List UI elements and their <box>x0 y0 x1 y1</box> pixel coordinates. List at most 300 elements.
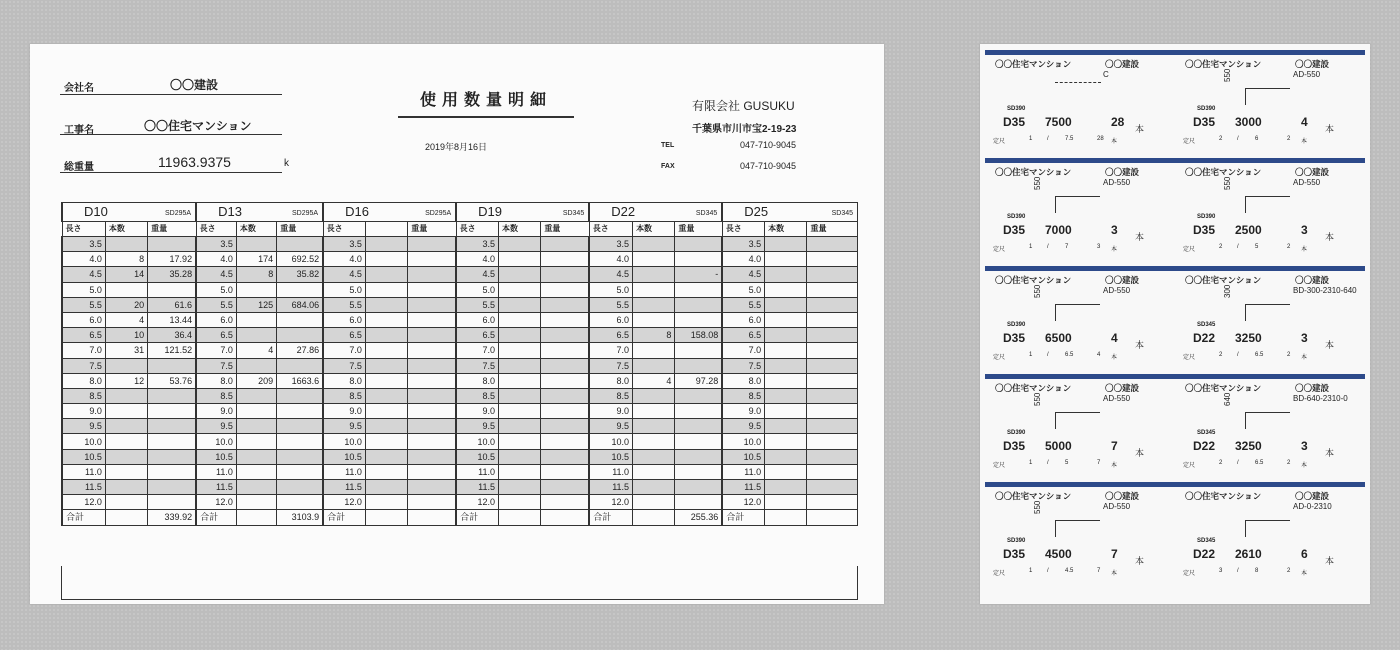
tag-fixed-text: 6.5 <box>1255 460 1264 466</box>
tag-fixed-text: / <box>1237 244 1239 250</box>
table-row <box>62 328 858 343</box>
weight-cell <box>277 388 323 403</box>
count-cell <box>765 328 807 343</box>
bar-size: D13 <box>218 204 242 219</box>
weight-cell <box>541 282 589 297</box>
tag-contractor: 〇〇建設 <box>1295 383 1330 393</box>
weight-cell <box>807 434 858 449</box>
length-cell: 4.0 <box>196 252 236 267</box>
weight-cell <box>148 237 196 252</box>
weight-cell <box>148 388 196 403</box>
length-cell: 8.0 <box>589 373 632 388</box>
length-cell: 12.0 <box>196 495 236 510</box>
weight-cell <box>675 252 722 267</box>
length-cell: 5.0 <box>589 282 632 297</box>
count-cell <box>633 358 675 373</box>
table-row <box>62 404 858 419</box>
count-cell <box>765 449 807 464</box>
tag-fixed-text: 28 <box>1097 136 1104 142</box>
count-cell <box>105 495 147 510</box>
total-weight <box>541 510 589 525</box>
length-cell: 10.5 <box>722 449 764 464</box>
count-cell <box>365 267 407 282</box>
weight-cell <box>807 252 858 267</box>
col-length-header: 長さ <box>589 222 632 237</box>
count-cell <box>236 328 276 343</box>
total-label: 合計 <box>323 510 365 525</box>
weight-cell <box>408 495 456 510</box>
tag-fixed-text: 6 <box>1255 136 1259 142</box>
tag-fixed-text: 定尺 <box>1183 139 1196 145</box>
weight-cell <box>541 449 589 464</box>
total-label: 合計 <box>196 510 236 525</box>
length-cell: 6.5 <box>456 328 498 343</box>
tag-fixed-text: 定尺 <box>993 247 1006 253</box>
tag-quantity: 4 <box>1301 115 1308 129</box>
table-row <box>62 419 858 434</box>
rebar-tag <box>1175 274 1363 370</box>
count-cell <box>498 237 540 252</box>
tag-diameter: D22 <box>1193 331 1216 345</box>
tag-fixed-text: 2 <box>1219 460 1223 466</box>
tag-project: 〇〇住宅マンション <box>1185 59 1262 69</box>
tag-fixed-text: 5 <box>1065 460 1069 466</box>
tag-length: 3000 <box>1235 115 1262 129</box>
tag-dimension: 640 <box>1223 392 1232 406</box>
weight-cell <box>541 343 589 358</box>
length-cell: 4.0 <box>62 252 105 267</box>
tag-fixed-text: 7.5 <box>1065 136 1074 142</box>
tag-grade: SD345 <box>1197 538 1216 544</box>
length-cell: 11.5 <box>589 480 632 495</box>
bar-size: D22 <box>611 204 636 219</box>
tag-fixed-text: 本 <box>1301 571 1308 577</box>
count-cell <box>105 449 147 464</box>
tag-grade: SD390 <box>1197 106 1216 112</box>
weight-cell <box>541 480 589 495</box>
length-cell: 8.0 <box>323 373 365 388</box>
tag-fixed-text: 2 <box>1287 244 1291 250</box>
length-cell: 9.5 <box>196 419 236 434</box>
length-cell: 4.5 <box>589 267 632 282</box>
total-label: 合計 <box>722 510 764 525</box>
tag-fixed-text: 6.5 <box>1255 352 1264 358</box>
vendor-name: 有限会社 GUSUKU <box>692 99 795 113</box>
length-cell: 10.0 <box>62 434 105 449</box>
bar-size: D16 <box>345 204 369 219</box>
rebar-quantity-table <box>61 202 858 526</box>
bend-shape <box>1245 196 1290 213</box>
tag-fixed-text: / <box>1237 568 1239 574</box>
tag-unit: 本 <box>1135 232 1145 242</box>
count-cell <box>633 388 675 403</box>
length-cell: 6.5 <box>62 328 105 343</box>
fax-value: 047-710-9045 <box>740 161 797 171</box>
tag-dimension: 550 <box>1033 392 1042 406</box>
tag-length: 4500 <box>1045 547 1072 561</box>
tag-unit: 本 <box>1325 448 1335 458</box>
weight-cell: 97.28 <box>675 373 722 388</box>
tag-quantity: 6 <box>1301 547 1308 561</box>
weight-cell <box>408 343 456 358</box>
bar-size: D19 <box>478 204 503 219</box>
length-cell: 5.0 <box>323 282 365 297</box>
length-cell: 11.0 <box>196 464 236 479</box>
weight-cell: 35.28 <box>148 267 196 282</box>
count-cell <box>105 388 147 403</box>
weight-cell <box>408 297 456 312</box>
rebar-tag <box>985 166 1173 262</box>
tag-project: 〇〇住宅マンション <box>995 491 1072 501</box>
tag-grade: SD390 <box>1007 538 1026 544</box>
tag-fixed-text: 1 <box>1029 460 1033 466</box>
length-cell: 12.0 <box>323 495 365 510</box>
total-weight <box>807 510 858 525</box>
tag-fixed-text: 定尺 <box>993 463 1006 469</box>
length-cell: 9.5 <box>456 419 498 434</box>
count-cell <box>236 495 276 510</box>
tag-fixed-text: 定尺 <box>993 139 1006 145</box>
length-cell: 5.0 <box>196 282 236 297</box>
tag-dimension: 550 <box>1033 176 1042 190</box>
bend-shape <box>1245 304 1290 321</box>
steel-grade: SD345 <box>831 210 853 217</box>
weight-cell <box>807 297 858 312</box>
length-cell: 7.5 <box>722 358 764 373</box>
tag-shape-code: AD-550 <box>1293 178 1321 187</box>
count-cell <box>105 464 147 479</box>
tag-fixed-text: / <box>1047 460 1049 466</box>
tag-row <box>985 50 1365 155</box>
tag-length: 5000 <box>1045 439 1072 453</box>
col-length-header: 長さ <box>456 222 498 237</box>
weight-cell <box>807 373 858 388</box>
tag-project: 〇〇住宅マンション <box>995 59 1072 69</box>
steel-grade: SD345 <box>562 210 585 217</box>
col-count-header: 本数 <box>498 222 540 237</box>
count-cell <box>236 388 276 403</box>
weight-cell: 13.44 <box>148 312 196 327</box>
count-cell <box>498 480 540 495</box>
total-weight-label: 総重量 <box>64 162 94 173</box>
weight-cell <box>148 404 196 419</box>
total-weight: 3103.9 <box>277 510 323 525</box>
count-cell <box>633 312 675 327</box>
weight-cell <box>408 312 456 327</box>
tag-dimension: 550 <box>1223 68 1232 82</box>
count-cell: 4 <box>633 373 675 388</box>
weight-cell <box>408 388 456 403</box>
tag-shape-code: BD-300-2310-640 <box>1293 286 1357 295</box>
weight-cell <box>148 464 196 479</box>
tag-grade: SD345 <box>1197 322 1216 328</box>
length-cell: 7.0 <box>62 343 105 358</box>
total-weight: 255.36 <box>675 510 722 525</box>
length-cell: 8.0 <box>456 373 498 388</box>
length-cell: 8.5 <box>323 388 365 403</box>
tag-dimension: 550 <box>1033 500 1042 514</box>
length-cell: 8.0 <box>196 373 236 388</box>
tag-fixed-text: / <box>1237 352 1239 358</box>
project-label: 工事名 <box>64 125 94 136</box>
blue-band <box>985 50 1365 55</box>
weight-cell <box>675 434 722 449</box>
tag-unit: 本 <box>1325 232 1335 242</box>
tag-fixed-text: 7 <box>1065 244 1069 250</box>
tag-shape-code: AD-550 <box>1103 502 1131 511</box>
count-cell <box>365 419 407 434</box>
tag-length: 3250 <box>1235 439 1262 453</box>
count-cell <box>498 312 540 327</box>
count-cell <box>105 419 147 434</box>
col-length-header: 長さ <box>196 222 236 237</box>
bend-shape <box>1055 412 1100 429</box>
count-cell <box>765 480 807 495</box>
length-cell: 9.0 <box>456 404 498 419</box>
bend-shape <box>1055 520 1100 537</box>
weight-cell <box>277 464 323 479</box>
length-cell: 4.5 <box>456 267 498 282</box>
count-cell <box>365 404 407 419</box>
weight-cell <box>277 312 323 327</box>
tag-diameter: D35 <box>1003 331 1026 345</box>
length-cell: 4.0 <box>589 252 632 267</box>
total-count <box>498 510 540 525</box>
count-cell <box>498 358 540 373</box>
project-underline <box>60 134 282 135</box>
table-row <box>62 267 858 282</box>
bend-shape <box>1055 80 1101 83</box>
tag-shape-code: AD-550 <box>1103 178 1131 187</box>
count-cell: 14 <box>105 267 147 282</box>
weight-cell <box>675 297 722 312</box>
weight-cell <box>541 434 589 449</box>
tag-fixed-text: 2 <box>1219 244 1223 250</box>
count-cell <box>105 282 147 297</box>
weight-cell <box>408 252 456 267</box>
weight-cell <box>541 328 589 343</box>
weight-cell <box>148 282 196 297</box>
count-cell <box>365 434 407 449</box>
tag-quantity: 3 <box>1301 439 1308 453</box>
weight-cell <box>807 480 858 495</box>
table-row <box>62 358 858 373</box>
length-cell: 8.5 <box>62 388 105 403</box>
weight-cell <box>408 358 456 373</box>
bend-shape <box>1245 88 1290 105</box>
weight-cell <box>408 237 456 252</box>
table-row <box>62 297 858 312</box>
weight-cell <box>675 419 722 434</box>
tag-diameter: D35 <box>1193 223 1216 237</box>
section-header <box>456 203 589 222</box>
tag-fixed-text: 本 <box>1301 463 1308 469</box>
length-cell: 6.5 <box>722 328 764 343</box>
tag-length: 2500 <box>1235 223 1262 237</box>
length-cell: 11.5 <box>722 480 764 495</box>
rebar-tag <box>985 58 1173 154</box>
bar-size: D10 <box>84 204 108 219</box>
weight-cell <box>277 449 323 464</box>
tag-grade: SD390 <box>1007 106 1026 112</box>
tag-fixed-text: 定尺 <box>1183 463 1196 469</box>
length-cell: 9.5 <box>323 419 365 434</box>
total-label: 合計 <box>456 510 498 525</box>
weight-cell <box>541 464 589 479</box>
section-header <box>589 203 722 222</box>
weight-cell <box>807 388 858 403</box>
fax-label: FAX <box>661 163 675 170</box>
weight-cell: 35.82 <box>277 267 323 282</box>
length-cell: 6.0 <box>196 312 236 327</box>
tag-fixed-text: 2 <box>1287 136 1291 142</box>
bend-shape <box>1055 196 1100 213</box>
count-cell <box>105 480 147 495</box>
length-cell: 12.0 <box>722 495 764 510</box>
col-length-header: 長さ <box>323 222 365 237</box>
weight-cell <box>148 358 196 373</box>
weight-cell <box>148 495 196 510</box>
tag-fixed-text: 2 <box>1287 460 1291 466</box>
tag-project: 〇〇住宅マンション <box>995 167 1072 177</box>
tag-quantity: 28 <box>1111 115 1125 129</box>
company-underline <box>60 94 282 95</box>
tag-fixed-text: / <box>1237 460 1239 466</box>
tag-fixed-text: 1 <box>1029 136 1033 142</box>
tag-grade: SD390 <box>1007 322 1026 328</box>
tag-unit: 本 <box>1325 340 1335 350</box>
tag-fixed-text: 定尺 <box>1183 355 1196 361</box>
weight-cell: 692.52 <box>277 252 323 267</box>
rebar-tag <box>1175 490 1363 586</box>
count-cell <box>498 388 540 403</box>
tag-fixed-text: 定尺 <box>1183 247 1196 253</box>
total-count <box>105 510 147 525</box>
tag-dimension: 550 <box>1033 284 1042 298</box>
tag-project: 〇〇住宅マンション <box>995 275 1072 285</box>
count-cell <box>236 358 276 373</box>
table-row <box>62 449 858 464</box>
length-cell: 10.0 <box>323 434 365 449</box>
tel-label: TEL <box>661 142 675 149</box>
weight-cell <box>807 267 858 282</box>
blue-band <box>985 158 1365 163</box>
tag-diameter: D35 <box>1003 547 1026 561</box>
count-cell: 8 <box>633 328 675 343</box>
tag-fixed-text: 1 <box>1029 568 1033 574</box>
count-cell <box>633 480 675 495</box>
length-cell: 8.5 <box>196 388 236 403</box>
count-cell: 125 <box>236 297 276 312</box>
weight-cell: 17.92 <box>148 252 196 267</box>
table-row <box>62 464 858 479</box>
tag-row <box>985 158 1365 263</box>
count-cell <box>633 449 675 464</box>
steel-grade: SD345 <box>695 210 718 217</box>
weight-cell: 121.52 <box>148 343 196 358</box>
weight-cell <box>675 343 722 358</box>
blue-band <box>985 482 1365 487</box>
tag-fixed-text: 定尺 <box>1183 571 1196 577</box>
col-count-header: 本数 <box>236 222 276 237</box>
count-cell <box>633 419 675 434</box>
tag-shape-code: AD-0-2310 <box>1293 502 1332 511</box>
weight-cell <box>277 237 323 252</box>
count-cell <box>498 464 540 479</box>
weight-underline <box>60 172 282 173</box>
tag-fixed-text: / <box>1047 244 1049 250</box>
count-cell <box>105 237 147 252</box>
tag-unit: 本 <box>1325 124 1335 134</box>
weight-cell <box>807 449 858 464</box>
count-cell <box>365 282 407 297</box>
weight-cell <box>807 312 858 327</box>
col-weight-header: 重量 <box>541 222 589 237</box>
tag-diameter: D35 <box>1003 439 1026 453</box>
weight-cell <box>277 328 323 343</box>
weight-cell <box>277 419 323 434</box>
tag-row <box>985 266 1365 371</box>
company-label: 会社名 <box>64 83 94 94</box>
tag-contractor: 〇〇建設 <box>1105 491 1140 501</box>
tag-fixed-text: / <box>1237 136 1239 142</box>
tag-fixed-text: 本 <box>1111 463 1118 469</box>
count-cell <box>365 297 407 312</box>
tag-fixed-text: 2 <box>1219 136 1223 142</box>
tag-shape-code: BD-640-2310-0 <box>1293 394 1348 403</box>
tag-fixed-text: 2 <box>1219 352 1223 358</box>
tag-fixed-text: 本 <box>1301 247 1308 253</box>
rebar-tag <box>1175 58 1363 154</box>
length-cell: 8.5 <box>456 388 498 403</box>
tel-value: 047-710-9045 <box>740 140 797 150</box>
weight-cell <box>541 237 589 252</box>
length-cell: 9.0 <box>323 404 365 419</box>
count-cell <box>765 358 807 373</box>
length-cell: 7.5 <box>323 358 365 373</box>
count-cell <box>365 449 407 464</box>
count-cell <box>498 252 540 267</box>
section-header <box>323 203 456 222</box>
col-weight-header: 重量 <box>148 222 196 237</box>
tag-fixed-text: 本 <box>1111 139 1118 145</box>
length-cell: 11.5 <box>62 480 105 495</box>
tag-unit: 本 <box>1135 340 1145 350</box>
length-cell: 3.5 <box>456 237 498 252</box>
tag-unit: 本 <box>1325 556 1335 566</box>
length-cell: 6.0 <box>589 312 632 327</box>
length-cell: 11.0 <box>589 464 632 479</box>
tag-unit: 本 <box>1135 124 1145 134</box>
length-cell: 7.0 <box>456 343 498 358</box>
count-cell <box>633 464 675 479</box>
tag-quantity: 4 <box>1111 331 1118 345</box>
section-header <box>722 203 857 222</box>
count-cell <box>236 237 276 252</box>
total-label: 合計 <box>62 510 105 525</box>
tag-fixed-text: / <box>1047 352 1049 358</box>
table-row <box>62 343 858 358</box>
count-cell <box>365 328 407 343</box>
total-weight <box>408 510 456 525</box>
usage-detail-sheet <box>30 44 884 604</box>
weight-cell <box>675 388 722 403</box>
table-row <box>62 312 858 327</box>
length-cell: 11.0 <box>456 464 498 479</box>
length-cell: 10.0 <box>589 434 632 449</box>
tag-diameter: D22 <box>1193 547 1216 561</box>
tag-fixed-text: 2 <box>1287 568 1291 574</box>
